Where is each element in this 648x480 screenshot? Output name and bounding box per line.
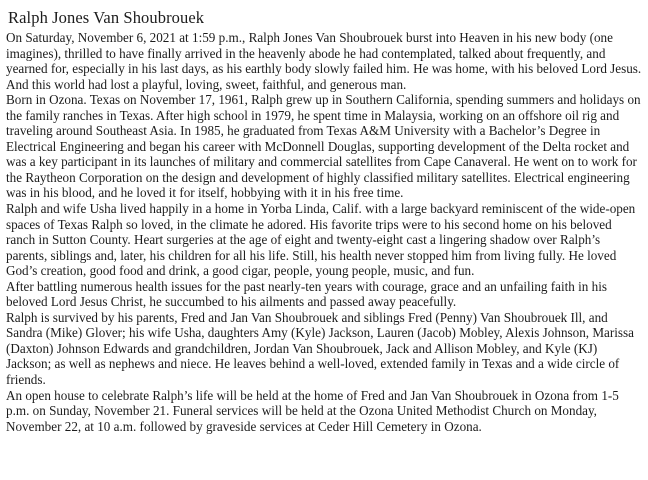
obituary-title: Ralph Jones Van Shoubrouek [8, 8, 205, 27]
obituary-article [6, 8, 644, 434]
obituary-paragraph-passing: On Saturday, November 6, 2021 at 1:59 p.m., Ralph Jones Van Shoubrouek burst into Heaven in his new body (one imagines), thrilled to have finally arrived in the heavenly abode he had contemplated, talked about frequently, and yearned for, especially in his last days, as his earthly body slowly failed him. He was home, with his beloved Lord Jesus. And this world had lost a playful, loving, sweet, faithful, and generous man. [6, 30, 642, 92]
obituary-paragraph-family-life: Ralph and wife Usha lived happily in a home in Yorba Linda, Calif. with a large backyard reminiscent of the wide-open spaces of Texas Ralph so loved, in the climate he adored. His favorite trips were to his second home on his beloved ranch in Sutton County. Heart surgeries at the age of eight and twenty-eight cast a lingering shadow over Ralph’s parents, siblings and, later, his children for all his life. Still, his health never stopped him from living fully. He loved God’s creation, good food and drink, a good cigar, people, young people, music, and fun. [6, 201, 636, 279]
obituary-paragraph-services: An open house to celebrate Ralph’s life will be held at the home of Fred and Jan Van Shoubrouek in Ozona from 1-5 p.m. on Sunday, November 21. Funeral services will be held at the Ozona United Methodist Church on Monday, November 22, at 10 a.m. followed by graveside services at Ceder Hill Cemetery in Ozona. [6, 387, 619, 434]
obituary-paragraph-biography: Born in Ozona. Texas on November 17, 1961, Ralph grew up in Southern California, spending summers and holidays on the family ranches in Texas. After high school in 1979, he spent time in Malaysia, working on an offshore oil rig and traveling around Southeast Asia. In 1985, he graduated from Texas A&M University with a Bachelor’s Degree in Electrical Engineering and began his career with McDonnell Douglas, supporting development of the Delta rocket and was a key participant in its launches of military and commercial satellites from Cape Canaveral. He went on to work for the Raytheon Corporation on the design and development of highly classified military satellites. Electrical engineering was in his blood, and he loved it for itself, hobbying with it in his free time. [6, 92, 641, 201]
obituary-paragraph-illness: After battling numerous health issues for the past nearly-ten years with courage, grace and an unfailing faith in his beloved Lord Jesus Christ, he succumbed to his ailments and passed away peacefully. [6, 278, 607, 310]
obituary-paragraph-survivors: Ralph is survived by his parents, Fred and Jan Van Shoubrouek and siblings Fred (Penny) Van Shoubrouek Ill, and Sandra (Mike) Glover; his wife Usha, daughters Amy (Kyle) Jackson, Lauren (Jacob) Mobley, Alexis Johnson, Marissa (Daxton) Johnson Edwards and grandchildren, Jordan Van Shoubrouek, Jack and Allison Mobley, and Kyle (KJ) Jackson; as well as nephews and niece. He leaves behind a well-loved, extended family in Texas and a wide circle of friends. [6, 309, 634, 388]
